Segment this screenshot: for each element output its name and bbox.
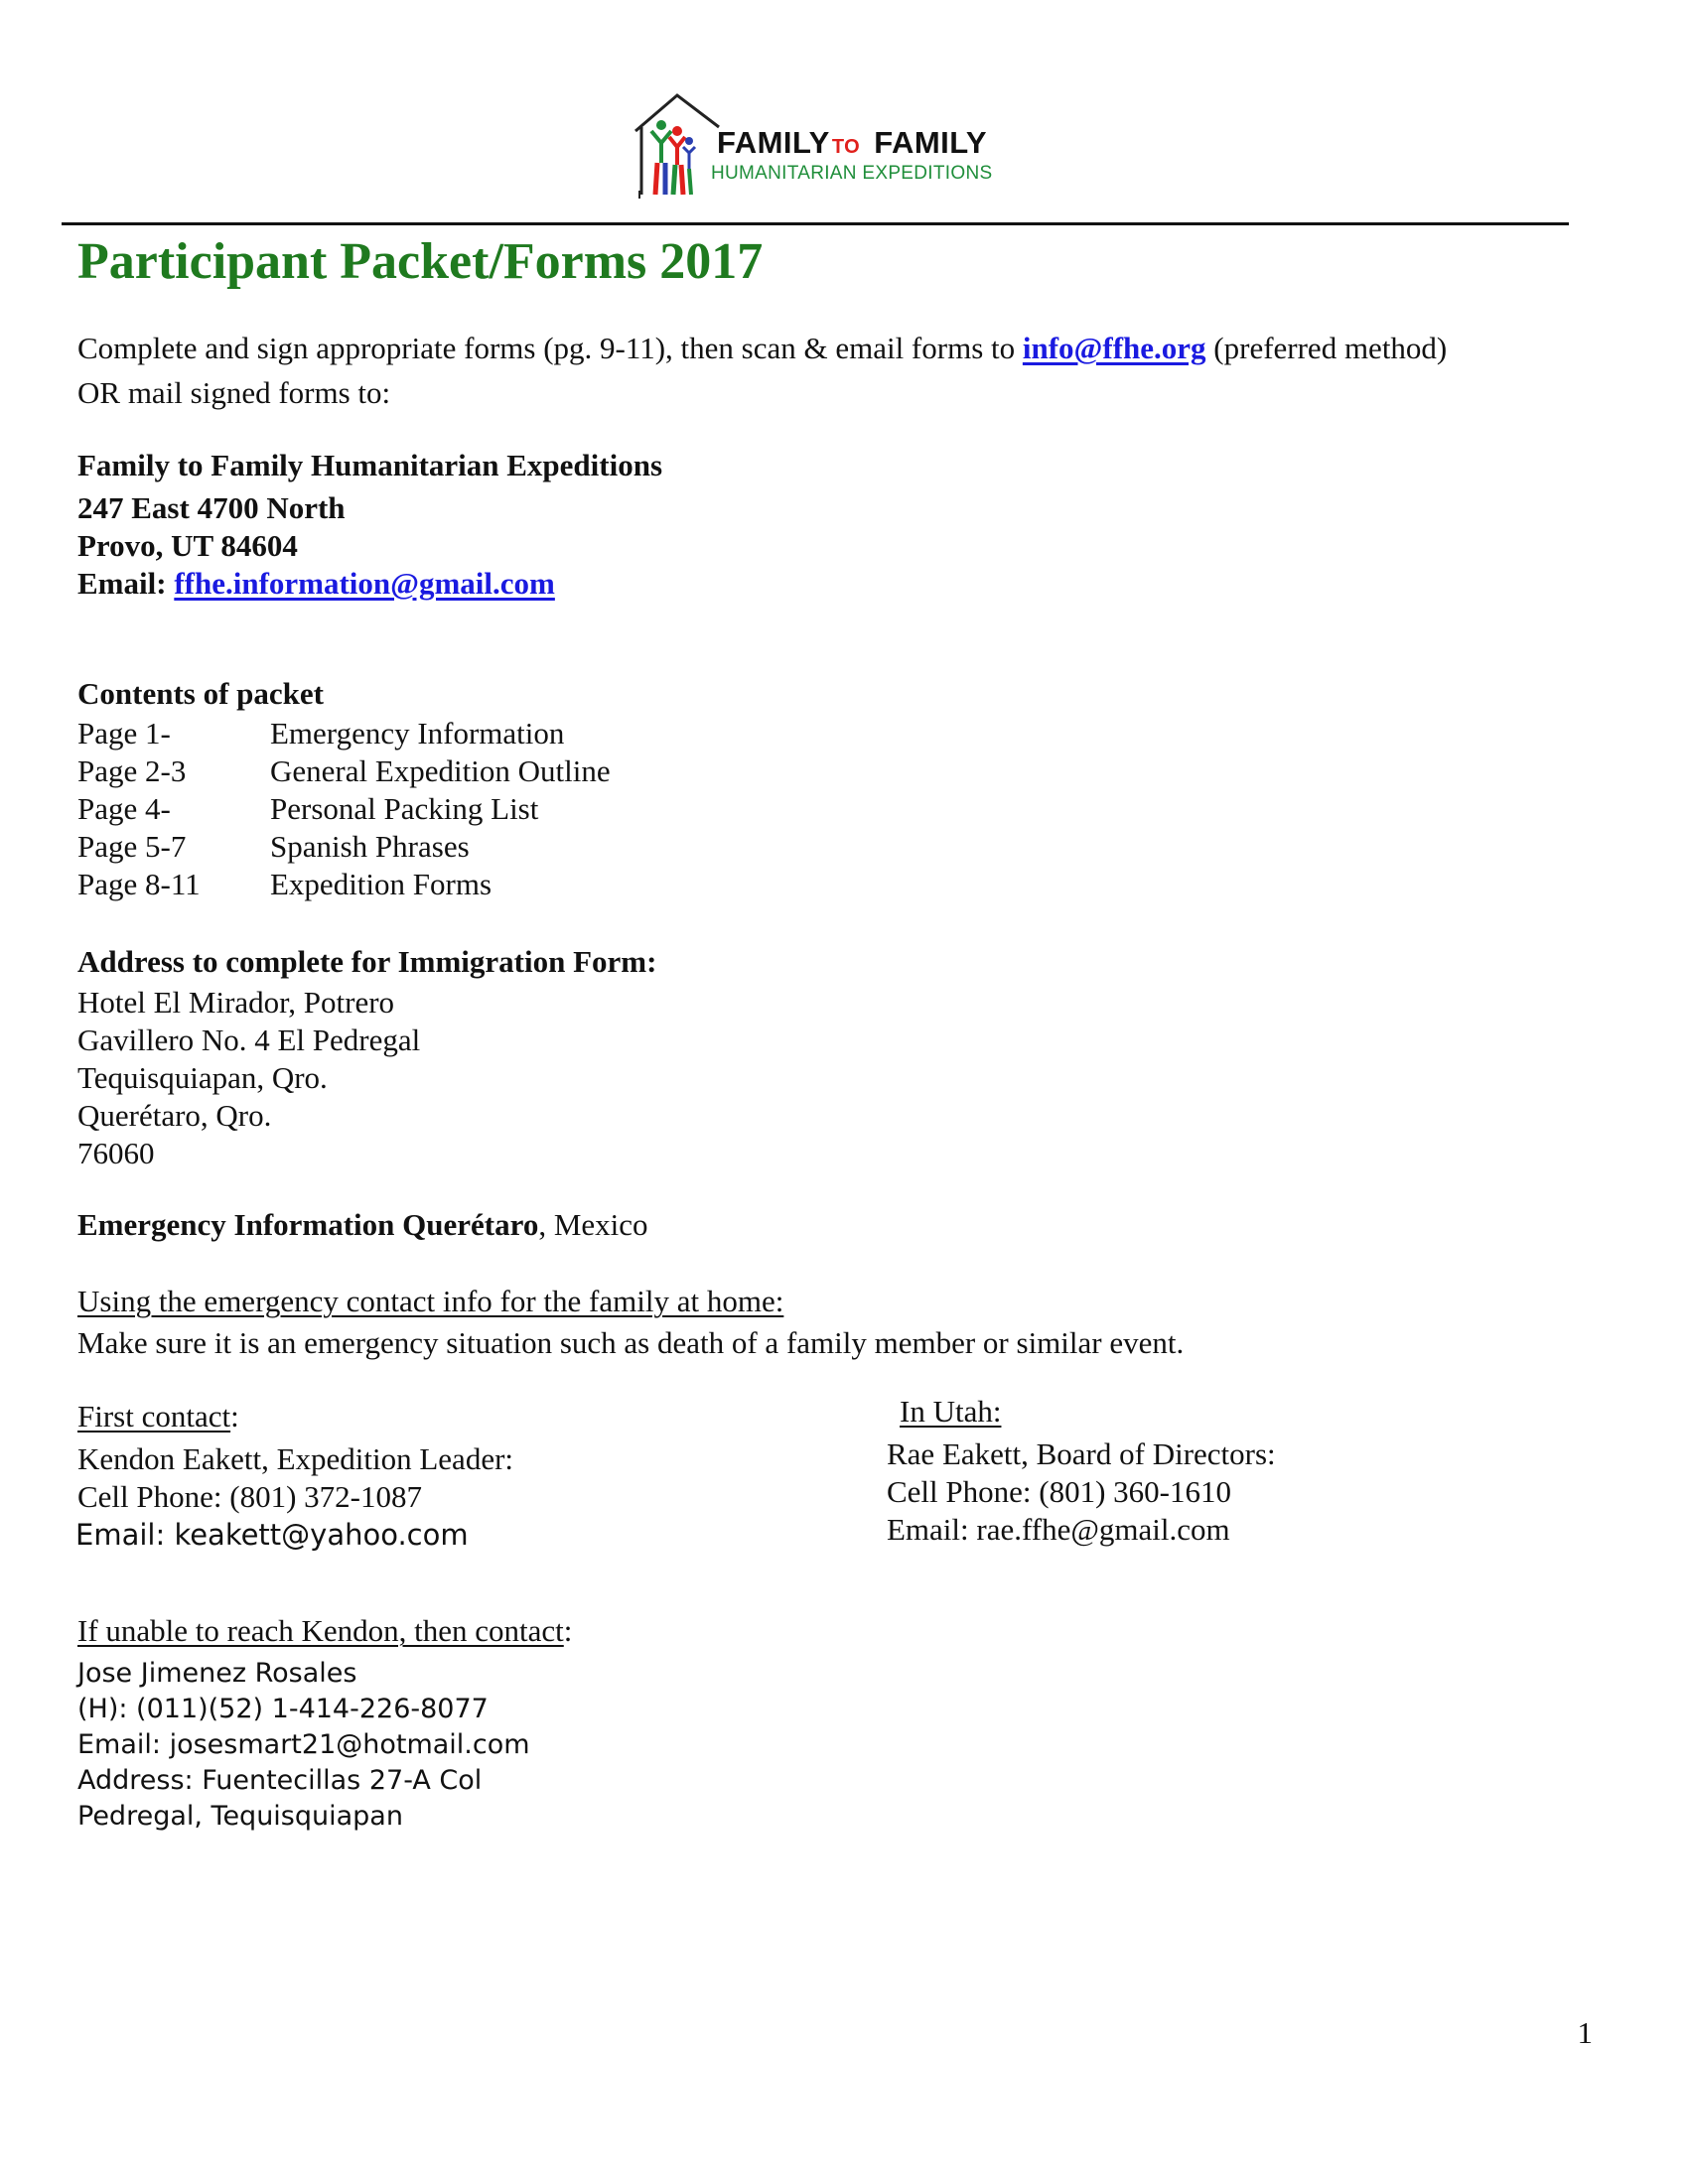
contents-item: Page 2-3 General Expedition Outline [77, 753, 611, 788]
backup-contact-line: Jose Jimenez Rosales [77, 1658, 357, 1689]
utah-contact-email: Email: rae.ffhe@gmail.com [887, 1512, 1230, 1547]
contents-item: Page 4- Personal Packing List [77, 791, 539, 826]
mailing-street: 247 East 4700 North [77, 490, 346, 525]
backup-contact-line: Pedregal, Tequisquiapan [77, 1801, 403, 1832]
immigration-address-line: Tequisquiapan, Qro. [77, 1060, 328, 1095]
mailing-org-name: Family to Family Humanitarian Expeditions [77, 448, 663, 482]
emergency-usage-note: Using the emergency contact info for the family at home: [77, 1284, 784, 1318]
mailing-city: Provo, UT 84604 [77, 528, 298, 563]
backup-contact-line: (H): (011)(52) 1-414-226-8077 [77, 1694, 489, 1724]
logo-tagline: HUMANITARIAN EXPEDITIONS [711, 163, 993, 184]
first-contact-email: Email: keakett@yahoo.com [75, 1518, 469, 1552]
immigration-address-line: Querétaro, Qro. [77, 1098, 272, 1133]
utah-contact-phone: Cell Phone: (801) 360-1610 [887, 1474, 1231, 1509]
backup-contact-line: Email: josesmart21@hotmail.com [77, 1729, 530, 1760]
contents-item: Page 5-7 Spanish Phrases [77, 829, 470, 864]
immigration-address-line: Hotel El Mirador, Potrero [77, 985, 395, 1020]
first-contact-label: First contact: [77, 1399, 239, 1433]
immigration-address-line: 76060 [77, 1136, 155, 1170]
house-family-logo-icon [632, 91, 721, 201]
emergency-heading: Emergency Information Querétaro, Mexico [77, 1207, 648, 1242]
first-contact-phone: Cell Phone: (801) 372-1087 [77, 1479, 422, 1514]
first-contact-name: Kendon Eakett, Expedition Leader: [77, 1441, 514, 1476]
page-title: Participant Packet/Forms 2017 [77, 233, 764, 290]
header-divider [62, 222, 1569, 225]
emergency-warning: Make sure it is an emergency situation such as death of a family member or similar event. [77, 1325, 1185, 1360]
contents-heading: Contents of packet [77, 676, 324, 711]
intro-mail-line: OR mail signed forms to: [77, 375, 391, 410]
intro-instructions: Complete and sign appropriate forms (pg. 9-11), then scan & email forms to info@ffhe.org (preferred method) [77, 331, 1448, 365]
immigration-address-line: Gavillero No. 4 El Pedregal [77, 1023, 421, 1057]
page-number: 1 [1577, 2015, 1593, 2050]
immigration-heading: Address to complete for Immigration Form: [77, 944, 657, 979]
contents-item: Page 1- Emergency Information [77, 716, 565, 751]
utah-contact-label: In Utah: [900, 1394, 1002, 1429]
organization-logo [632, 91, 1049, 201]
utah-contact-name: Rae Eakett, Board of Directors: [887, 1436, 1276, 1471]
logo-wordmark: FAMILY TO FAMILY [717, 125, 988, 160]
info-email-link[interactable]: info@ffhe.org [1022, 331, 1206, 365]
mailing-email-line: Email: ffhe.information@gmail.com [77, 566, 555, 601]
backup-contact-label: If unable to reach Kendon, then contact: [77, 1613, 573, 1648]
backup-contact-line: Address: Fuentecillas 27-A Col [77, 1765, 483, 1796]
contents-item: Page 8-11 Expedition Forms [77, 867, 492, 901]
mailing-email-link[interactable]: ffhe.information@gmail.com [174, 566, 555, 601]
